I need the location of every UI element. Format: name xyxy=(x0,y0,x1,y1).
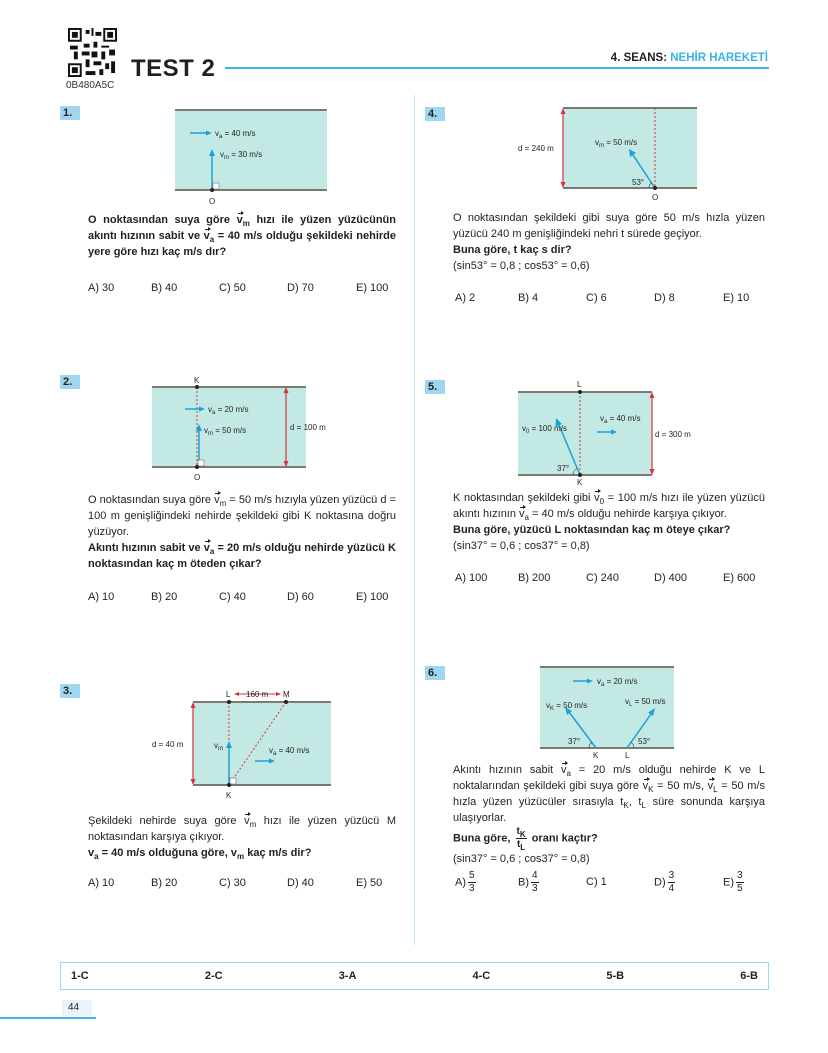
paragraph xyxy=(88,492,396,540)
label-o: O xyxy=(652,193,659,202)
answer-option[interactable] xyxy=(219,591,246,603)
answer-options xyxy=(88,282,398,296)
option-label: D) xyxy=(287,591,299,603)
paragraph xyxy=(453,522,765,538)
answer-option[interactable] xyxy=(518,572,550,584)
value: = 20 m/s xyxy=(215,405,249,414)
option-label: B) xyxy=(151,877,162,889)
label-angle: 37° xyxy=(557,464,570,473)
answer-option[interactable] xyxy=(723,572,755,584)
session-label: 4. SEANS: xyxy=(610,52,671,64)
answer-options xyxy=(88,591,398,605)
answer-options xyxy=(455,572,765,586)
question-text xyxy=(453,210,765,274)
option-label: A) xyxy=(455,572,466,584)
value: = 50 m/s xyxy=(213,426,247,435)
value: = 50 m/s xyxy=(632,697,666,706)
question-text xyxy=(453,490,765,554)
session-heading xyxy=(611,52,768,64)
subscripted-symbol xyxy=(231,847,244,859)
option-label: C) xyxy=(219,591,231,603)
answer-option[interactable] xyxy=(88,282,114,294)
vector-symbol xyxy=(561,764,571,776)
answer-option[interactable] xyxy=(455,572,487,584)
symbol: v xyxy=(519,508,525,520)
answer-option[interactable] xyxy=(723,870,746,895)
option-fraction xyxy=(468,870,476,895)
figure-q1-river xyxy=(170,105,340,210)
symbol: v xyxy=(204,426,208,435)
option-label: D) xyxy=(654,876,666,889)
paragraph xyxy=(88,845,396,861)
option-label: A) xyxy=(88,877,99,889)
option-value: 40 xyxy=(162,282,178,294)
option-label: A) xyxy=(88,591,99,603)
question-text xyxy=(453,762,765,867)
symbol: v xyxy=(214,741,218,750)
figure-q3-river xyxy=(140,684,340,802)
label-l: L xyxy=(226,690,231,699)
option-value: 30 xyxy=(99,282,115,294)
value: = 20 m/s xyxy=(604,677,638,686)
vector-symbol xyxy=(519,508,529,520)
label-l: L xyxy=(577,380,582,389)
label-k: K xyxy=(226,791,232,800)
denominator: 4 xyxy=(668,883,675,894)
label-width: d = 40 m xyxy=(152,740,184,749)
symbol: v xyxy=(88,847,95,859)
option-value: 400 xyxy=(665,572,688,584)
label-angle-k: 37° xyxy=(568,737,581,746)
paragraph xyxy=(453,826,765,851)
label-distance-lm: 160 m xyxy=(246,690,269,699)
subscript: K xyxy=(648,785,654,794)
symbol: t xyxy=(516,839,521,850)
header-rule xyxy=(225,67,769,69)
subscripted-symbol xyxy=(517,826,526,837)
symbol: v xyxy=(215,129,219,138)
subscript: L xyxy=(641,801,646,810)
option-value: 60 xyxy=(298,591,314,603)
question-number: 2. xyxy=(60,375,80,389)
text-segment: Buna göre, xyxy=(453,832,514,845)
option-label: C) xyxy=(586,292,598,304)
subscript: m xyxy=(237,852,245,861)
answer-option[interactable] xyxy=(88,877,114,889)
subscript: K xyxy=(550,706,555,712)
vector-symbol xyxy=(204,230,215,242)
label-o: O xyxy=(209,197,216,206)
subscripted-symbol xyxy=(638,796,646,808)
answer-option[interactable] xyxy=(455,870,478,895)
subscript: a xyxy=(273,751,277,757)
subscript: 0 xyxy=(526,429,530,435)
subscript: a xyxy=(212,410,216,416)
value: = 100 m/s xyxy=(529,424,567,433)
text-segment: = 20 m/s olduğu nehirde K ve L noktalarından şekildeki gibi suya göre xyxy=(453,764,765,792)
symbol: t xyxy=(516,826,520,837)
subscript: a xyxy=(94,852,99,861)
option-value: 100 xyxy=(466,572,488,584)
subscript: m xyxy=(224,155,229,161)
label-m: M xyxy=(283,690,290,699)
answer-option[interactable] xyxy=(654,292,675,304)
numerator: 3 xyxy=(737,870,743,881)
option-label: E) xyxy=(723,572,734,584)
option-label: B) xyxy=(151,591,162,603)
option-value: 200 xyxy=(529,572,551,584)
denominator: 5 xyxy=(737,883,743,894)
vector-symbol xyxy=(214,494,226,506)
session-topic: NEHİR HAREKETİ xyxy=(670,52,768,64)
paragraph xyxy=(453,258,765,274)
subscripted-symbol xyxy=(88,847,99,859)
symbol: v xyxy=(236,214,243,226)
symbol: v xyxy=(230,847,238,859)
subscript: a xyxy=(209,547,215,556)
option-value: 1 xyxy=(597,876,607,888)
symbol: v xyxy=(642,780,649,792)
denominator: 3 xyxy=(532,883,538,894)
text-segment: (sin37° = 0,6 ; cos37° = 0,8) xyxy=(453,540,590,552)
option-label: C) xyxy=(586,572,598,584)
option-value: 20 xyxy=(162,591,178,603)
text-segment: = 100 m/s hızı ile yüzen yüzücü akıntı hızının xyxy=(453,492,765,520)
value: = 50 m/s xyxy=(554,701,588,710)
subscript: m xyxy=(219,499,227,508)
text-segment: = 50 m/s hızıyla yüzen yüzücü d = 100 m genişliğindeki nehirde şekildeki gibi K noktasına doğru yüzüyor. xyxy=(88,494,397,538)
value: = 40 m/s xyxy=(607,414,641,423)
text-segment: (sin53° = 0,8 ; cos53° = 0,6) xyxy=(453,260,590,272)
option-label: D) xyxy=(287,877,299,889)
label-angle-l: 53° xyxy=(638,737,651,746)
option-value: 240 xyxy=(597,572,620,584)
question-text xyxy=(88,212,396,260)
option-fraction xyxy=(531,870,539,895)
vector-symbol xyxy=(708,780,718,792)
answer-option[interactable] xyxy=(723,292,749,304)
option-value: 40 xyxy=(230,591,246,603)
option-label: E) xyxy=(723,292,734,304)
subscript: m xyxy=(599,143,604,149)
option-label: C) xyxy=(219,282,231,294)
text-segment: = 50 m/s hızla yüzen yüzücüler sırasıyla xyxy=(453,780,765,808)
text-segment: O noktasından suya göre xyxy=(88,494,215,506)
text-segment: K noktasından şekildeki gibi xyxy=(453,492,595,504)
question-number: 6. xyxy=(425,666,445,680)
option-value: 600 xyxy=(734,572,756,584)
numerator: 5 xyxy=(469,870,475,881)
answer-option[interactable] xyxy=(586,876,607,888)
denominator xyxy=(517,839,525,851)
answer-key-item: 1-C xyxy=(71,970,89,982)
paragraph xyxy=(88,813,396,845)
option-value: 30 xyxy=(230,877,246,889)
subscript: K xyxy=(519,830,526,839)
option-label: D) xyxy=(654,572,666,584)
answer-option[interactable] xyxy=(151,877,177,889)
symbol: v xyxy=(203,542,210,554)
option-label: A) xyxy=(455,292,466,304)
answer-options xyxy=(455,292,765,306)
numerator: 4 xyxy=(532,870,538,881)
subscript: a xyxy=(604,419,608,425)
text-segment: oranı kaçtır? xyxy=(528,832,598,845)
subscript: K xyxy=(623,801,629,810)
figure-q5-river xyxy=(505,378,715,488)
answer-option[interactable] xyxy=(287,877,314,889)
paragraph xyxy=(88,540,396,572)
option-label: E) xyxy=(723,876,734,889)
answer-option[interactable] xyxy=(219,877,246,889)
paragraph xyxy=(88,212,396,260)
answer-key-item: 6-B xyxy=(740,970,758,982)
option-value: 10 xyxy=(99,591,115,603)
symbol: v xyxy=(522,424,526,433)
label-width: d = 300 m xyxy=(655,430,691,439)
qr-code xyxy=(68,28,117,77)
answer-option[interactable] xyxy=(654,572,687,584)
symbol: t xyxy=(620,796,624,808)
answer-option[interactable] xyxy=(151,282,177,294)
text-segment: hızı ile yüzen yüzücü M noktasından karşıya çıkıyor. xyxy=(88,815,396,843)
vector-symbol xyxy=(204,542,215,554)
symbol: v xyxy=(208,405,212,414)
column-divider xyxy=(414,95,415,945)
option-value: 40 xyxy=(298,877,314,889)
label-width: d = 240 m xyxy=(518,144,554,153)
label-k: K xyxy=(577,478,583,487)
value: = 40 m/s xyxy=(276,746,310,755)
label-o: O xyxy=(194,473,201,482)
numerator: 3 xyxy=(668,870,675,881)
question-number: 4. xyxy=(425,107,445,121)
subscript: m xyxy=(208,431,213,437)
subscript: a xyxy=(209,235,215,244)
option-label: B) xyxy=(518,572,529,584)
subscript: L xyxy=(629,702,633,708)
label-angle: 53° xyxy=(632,178,645,187)
option-fraction xyxy=(736,870,744,895)
symbol: v xyxy=(625,697,629,706)
paragraph xyxy=(453,851,765,867)
text-segment: O noktasından suya göre xyxy=(88,214,237,226)
vector-symbol xyxy=(643,780,654,792)
answer-option[interactable] xyxy=(356,282,388,294)
option-label: C) xyxy=(586,876,598,888)
option-label: D) xyxy=(287,282,299,294)
paragraph xyxy=(453,210,765,242)
answer-option[interactable] xyxy=(219,282,246,294)
label-l: L xyxy=(625,751,630,760)
symbol: v xyxy=(600,414,604,423)
text-segment: Akıntı hızının sabit xyxy=(453,764,561,776)
option-label: A) xyxy=(455,876,466,889)
option-value: 2 xyxy=(466,292,476,304)
test-title: TEST 2 xyxy=(131,55,216,82)
subscripted-symbol xyxy=(517,839,525,850)
denominator: 3 xyxy=(469,883,475,894)
answer-option[interactable] xyxy=(287,282,314,294)
symbol: v xyxy=(244,815,250,827)
answer-key-item: 3-A xyxy=(338,970,357,982)
option-value: 10 xyxy=(99,877,115,889)
answer-option[interactable] xyxy=(518,292,538,304)
answer-key-item: 5-B xyxy=(606,970,625,982)
answer-option[interactable] xyxy=(88,591,114,603)
answer-options xyxy=(455,870,765,900)
vector-symbol xyxy=(594,492,604,504)
answer-option[interactable] xyxy=(356,591,388,603)
figure-q6-river xyxy=(530,660,685,762)
option-value: 6 xyxy=(597,292,607,304)
option-label: D) xyxy=(654,292,666,304)
footer-rule xyxy=(0,1017,96,1019)
option-value: 50 xyxy=(367,877,383,889)
text-segment: Akıntı hızının sabit ve xyxy=(88,542,204,554)
subscript: m xyxy=(218,746,223,752)
answer-option[interactable] xyxy=(586,292,607,304)
option-value: 20 xyxy=(162,877,178,889)
paragraph xyxy=(453,762,765,826)
paragraph xyxy=(453,538,765,554)
answer-option[interactable] xyxy=(518,870,541,895)
figure-q4-river xyxy=(510,100,710,205)
paragraph xyxy=(453,490,765,522)
value: = 30 m/s xyxy=(229,150,263,159)
option-label: E) xyxy=(356,591,367,603)
numerator xyxy=(516,826,527,839)
figure-q2-river xyxy=(140,372,340,484)
option-value: 100 xyxy=(367,591,389,603)
question-number: 1. xyxy=(60,106,80,120)
text-segment: Şekildeki nehirde suya göre xyxy=(88,815,245,827)
option-label: B) xyxy=(151,282,162,294)
symbol: v xyxy=(707,780,714,792)
qr-code-label: 0B480A5C xyxy=(66,80,115,91)
answer-key-item: 2-C xyxy=(204,970,223,982)
subscript: a xyxy=(524,513,529,522)
value: = 50 m/s xyxy=(604,138,638,147)
option-label: A) xyxy=(88,282,99,294)
option-value: 4 xyxy=(529,292,539,304)
subscript: L xyxy=(713,785,718,794)
question-text xyxy=(88,492,396,572)
symbol: v xyxy=(269,746,273,755)
subscript: m xyxy=(242,219,250,228)
subscript: a xyxy=(601,682,605,688)
fraction xyxy=(516,826,527,851)
option-value: 50 xyxy=(230,282,246,294)
answer-option[interactable] xyxy=(287,591,314,603)
symbol: v xyxy=(594,492,600,504)
subscript: a xyxy=(566,769,571,778)
page-number: 44 xyxy=(62,1000,92,1016)
option-label: B) xyxy=(518,292,529,304)
text-segment: kaç m/s dir? xyxy=(244,847,312,859)
value: = 40 m/s xyxy=(222,129,256,138)
answer-option[interactable] xyxy=(586,572,619,584)
label-k: K xyxy=(194,376,200,385)
symbol: v xyxy=(560,764,567,776)
text-segment: = 40 m/s olduğu nehirde karşıya çıkıyor. xyxy=(529,508,727,520)
option-label: B) xyxy=(518,876,529,889)
option-label: E) xyxy=(356,282,367,294)
text-segment: = 20 m/s olduğu nehirde yüzücü K noktasından kaç m öteden çıkar? xyxy=(88,542,396,570)
symbol: v xyxy=(214,494,220,506)
question-number: 3. xyxy=(60,684,80,698)
question-number: 5. xyxy=(425,380,445,394)
vector-symbol xyxy=(237,214,250,226)
text-segment: hızı ile yüzen yüzücünün akıntı hızının sabit ve xyxy=(88,214,396,242)
paragraph xyxy=(453,242,765,258)
text-segment: Buna göre, yüzücü L noktasından kaç m öteye çıkar? xyxy=(453,524,731,536)
option-label: E) xyxy=(356,877,367,889)
symbol: v xyxy=(595,138,599,147)
text-segment: (sin37° = 0,6 ; cos37° = 0,8) xyxy=(453,853,590,865)
subscript: 0 xyxy=(599,497,605,506)
text-segment: = 50 m/s, xyxy=(653,780,708,792)
option-fraction xyxy=(668,870,676,895)
subscripted-symbol xyxy=(620,796,628,808)
vector-symbol xyxy=(244,815,256,827)
text-segment: süre sonunda karşıya ulaşıyorlar. xyxy=(453,796,765,824)
subscript: L xyxy=(520,843,526,852)
symbol: v xyxy=(220,150,224,159)
subscript: a xyxy=(219,134,223,140)
answer-options xyxy=(88,877,398,891)
text-segment: Buna göre, t kaç s dir? xyxy=(453,244,572,256)
symbol: v xyxy=(546,701,550,710)
option-label: C) xyxy=(219,877,231,889)
symbol: v xyxy=(597,677,601,686)
text-segment: O noktasından şekildeki gibi suya göre 50 m/s hızla yüzen yüzücü 240 m genişliğindeki nehri t sürede geçiyor. xyxy=(453,212,765,240)
question-text xyxy=(88,813,396,861)
option-value: 8 xyxy=(665,292,675,304)
answer-key xyxy=(60,962,769,990)
option-value: 70 xyxy=(298,282,314,294)
answer-option[interactable] xyxy=(151,591,177,603)
answer-option[interactable] xyxy=(356,877,382,889)
symbol: v xyxy=(203,230,210,242)
option-value: 100 xyxy=(367,282,389,294)
answer-key-item: 4-C xyxy=(472,970,491,982)
subscript: m xyxy=(249,820,257,829)
answer-option[interactable] xyxy=(654,870,677,895)
label-k: K xyxy=(593,751,599,760)
text-segment: = 40 m/s olduğu şekildeki nehirde yere göre hızı kaç m/s dır? xyxy=(88,230,396,258)
text-segment: = 40 m/s olduğuna göre, xyxy=(98,847,231,859)
answer-option[interactable] xyxy=(455,292,475,304)
symbol: t xyxy=(638,796,642,808)
text-segment: , xyxy=(628,796,639,808)
label-width: d = 100 m xyxy=(290,423,326,432)
option-value: 10 xyxy=(734,292,750,304)
